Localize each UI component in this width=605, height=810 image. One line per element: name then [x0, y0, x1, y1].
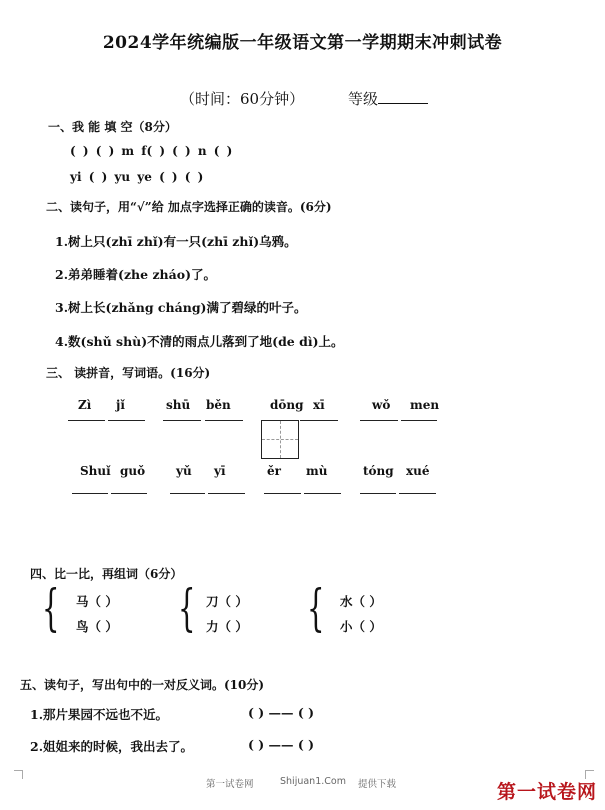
grade-field	[348, 88, 428, 109]
footer-slogan: 提供下载	[358, 779, 397, 790]
pinyin-1-3: shū	[166, 398, 191, 412]
answer-line[interactable]	[72, 493, 108, 494]
answer-line[interactable]	[205, 420, 243, 421]
pair-3-top: 水（ ）	[340, 594, 382, 609]
section2-item-1: 1.树上只(zhī zhǐ)有一只(zhī zhǐ)乌鸦。	[55, 234, 297, 249]
answer-line[interactable]	[111, 493, 147, 494]
pinyin-1-6: xī	[313, 398, 325, 412]
pinyin-1-2: jǐ	[116, 398, 125, 412]
answer-line[interactable]	[300, 420, 338, 421]
section5-item-2: 2.姐姐来的时候，我出去了。	[30, 739, 194, 754]
brace-icon: {	[42, 579, 60, 637]
pair-2-top: 刀（ ）	[206, 594, 248, 609]
section1-row2: yi ( ) yu ye ( ) ( )	[70, 170, 204, 184]
pinyin-1-7: wǒ	[372, 398, 391, 412]
grade-label: 等级	[348, 90, 379, 108]
section2-item-2: 2.弟弟睡着(zhe zháo)了。	[55, 267, 216, 282]
answer-line[interactable]	[108, 420, 145, 421]
section5-answer-2[interactable]: ( ) —— ( )	[248, 737, 315, 752]
section4-heading: 四、比一比，再组词（6分）	[30, 567, 183, 581]
answer-line[interactable]	[68, 420, 105, 421]
answer-line[interactable]	[170, 493, 205, 494]
section1-row1: ( ) ( ) m f( ) ( ) n ( )	[70, 144, 233, 158]
answer-line[interactable]	[360, 493, 396, 494]
pinyin-2-7: tóng	[363, 464, 394, 478]
pair-1-bottom: 鸟（ ）	[76, 619, 118, 634]
answer-line[interactable]	[163, 420, 201, 421]
pair-3-bottom: 小（ ）	[340, 619, 382, 634]
answer-line[interactable]	[401, 420, 437, 421]
pinyin-1-1: Zì	[78, 398, 92, 412]
corner-mark	[14, 770, 23, 779]
brace-icon: {	[178, 579, 196, 637]
section2-heading: 二、读句子，用“√”给 加点字选择正确的读音。(6分)	[46, 200, 332, 214]
pair-2-bottom: 力（ ）	[206, 619, 248, 634]
page-title: 2024学年统编版一年级语文第一学期期末冲刺试卷	[102, 33, 503, 53]
section1-heading: 一、我 能 填 空（8分）	[48, 120, 177, 134]
brace-icon: {	[307, 579, 325, 637]
answer-line[interactable]	[264, 493, 301, 494]
section5-item-1: 1.那片果园不远也不近。	[30, 707, 169, 722]
pair-1-top: 马（ ）	[76, 594, 118, 609]
footer-domain: Shijuan1.Com	[280, 776, 346, 787]
answer-line[interactable]	[208, 493, 245, 494]
pinyin-2-8: xué	[406, 464, 430, 478]
pinyin-1-4: běn	[206, 398, 231, 412]
pinyin-1-5: dōng	[270, 398, 304, 412]
pinyin-2-1: Shuǐ	[80, 464, 111, 478]
tianzi-grid-box[interactable]	[261, 420, 299, 459]
section5-answer-1[interactable]: ( ) —— ( )	[248, 705, 315, 720]
grade-blank[interactable]	[378, 89, 428, 104]
section5-heading: 五、读句子，写出句中的一对反义词。(10分)	[20, 678, 265, 692]
section2-item-3: 3.树上长(zhǎng cháng)满了碧绿的叶子。	[55, 300, 307, 315]
pinyin-2-6: mù	[306, 464, 328, 478]
answer-line[interactable]	[399, 493, 436, 494]
brand-logo: 第一试卷网	[496, 781, 597, 803]
pinyin-1-8: men	[410, 398, 440, 412]
exam-time: （时间：60分钟）	[180, 90, 305, 108]
pinyin-2-3: yǔ	[176, 464, 192, 478]
section3-heading: 三、 读拼音，写词语。(16分)	[46, 366, 211, 380]
pinyin-2-4: yī	[214, 464, 226, 478]
footer-site: 第一试卷网	[206, 779, 254, 790]
pinyin-2-2: guǒ	[120, 464, 146, 478]
section2-item-4: 4.数(shǔ shù)不清的雨点儿落到了地(de dì)上。	[55, 334, 344, 349]
pinyin-2-5: ěr	[267, 464, 281, 478]
answer-line[interactable]	[360, 420, 398, 421]
answer-line[interactable]	[304, 493, 341, 494]
